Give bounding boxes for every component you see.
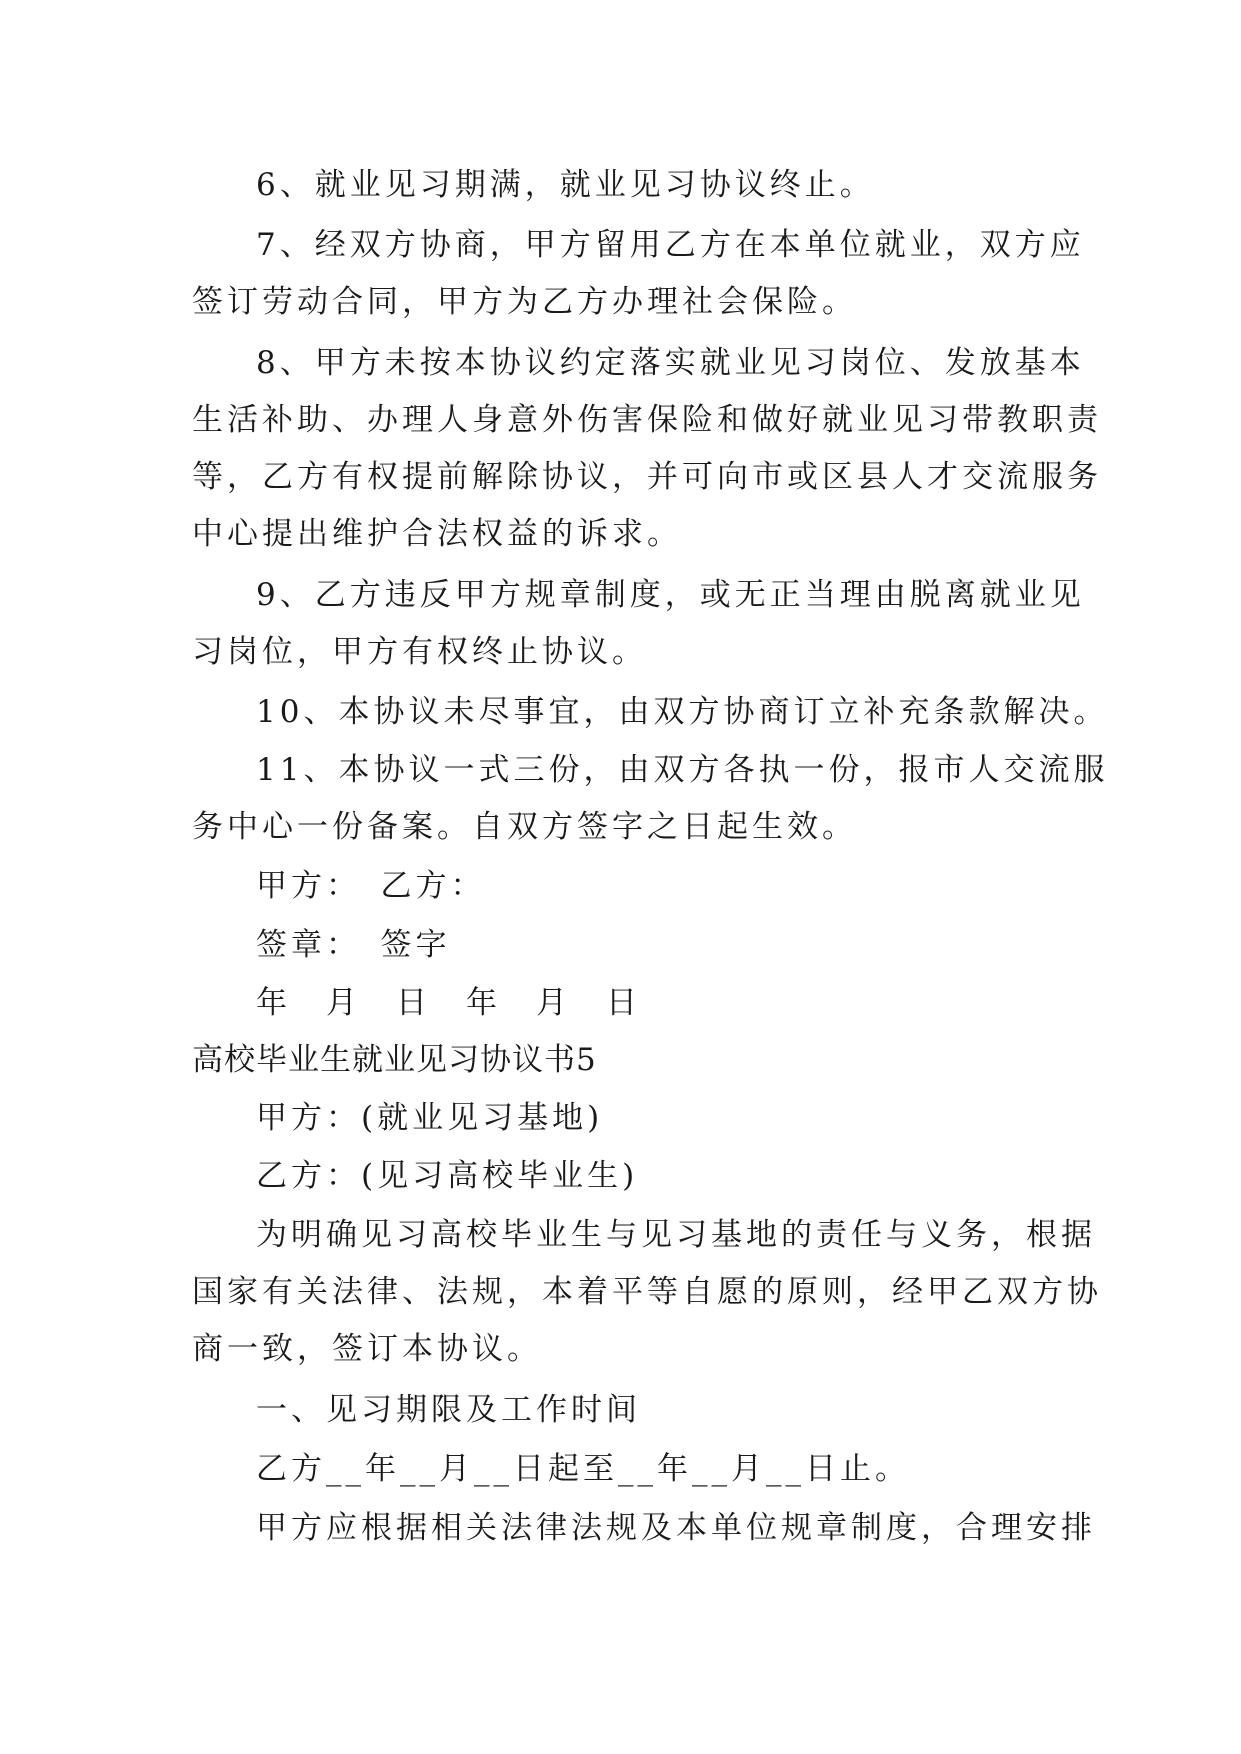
party-b-line: 乙方：(见习高校毕业生) [256,1158,639,1194]
clause-8-line-2: 生活补助、办理人身意外伤害保险和做好就业见习带教职责 [192,402,1102,438]
clause-8-line-1: 8、甲方未按本协议约定落实就业见习岗位、发放基本 [256,345,1085,381]
period-line: 乙方__年__月__日起至__年__月__日止。 [256,1451,910,1487]
agreement-5-title: 高校毕业生就业见习协议书5 [192,1042,597,1078]
party-a-line: 甲方：(就业见习基地) [256,1100,604,1136]
clause-7-line-1: 7、经双方协商，甲方留用乙方在本单位就业，双方应 [256,227,1085,263]
clause-9-line-2: 习岗位，甲方有权终止协议。 [192,634,647,670]
date-line: 年 月 日 年 月 日 [256,985,641,1021]
last-line: 甲方应根据相关法律法规及本单位规章制度，合理安排 [256,1510,1096,1546]
clause-7-line-2: 签订劳动合同，甲方为乙方办理社会保险。 [192,284,857,320]
sign-line: 签章： 签字 [256,927,451,963]
party-line: 甲方： 乙方： [256,868,486,904]
clause-8-line-3: 等，乙方有权提前解除协议，并可向市或区县人才交流服务 [192,459,1102,495]
clause-11-line-2: 务中心一份备案。自双方签字之日起生效。 [192,809,857,845]
preamble-line-2: 国家有关法律、法规，本着平等自愿的原则，经甲乙双方协 [192,1274,1102,1310]
clause-10: 10、本协议未尽事宜，由双方协商订立补充条款解决。 [256,694,1109,730]
preamble-line-1: 为明确见习高校毕业生与见习基地的责任与义务，根据 [256,1217,1096,1253]
section-1-heading: 一、见习期限及工作时间 [256,1392,641,1428]
preamble-line-3: 商一致，签订本协议。 [192,1331,542,1367]
clause-11-line-1: 11、本协议一式三份，由双方各执一份，报市人交流服 [256,752,1109,788]
clause-8-line-4: 中心提出维护合法权益的诉求。 [192,516,682,552]
clause-9-line-1: 9、乙方违反甲方规章制度，或无正当理由脱离就业见 [256,577,1085,613]
clause-6: 6、就业见习期满，就业见习协议终止。 [256,167,875,203]
